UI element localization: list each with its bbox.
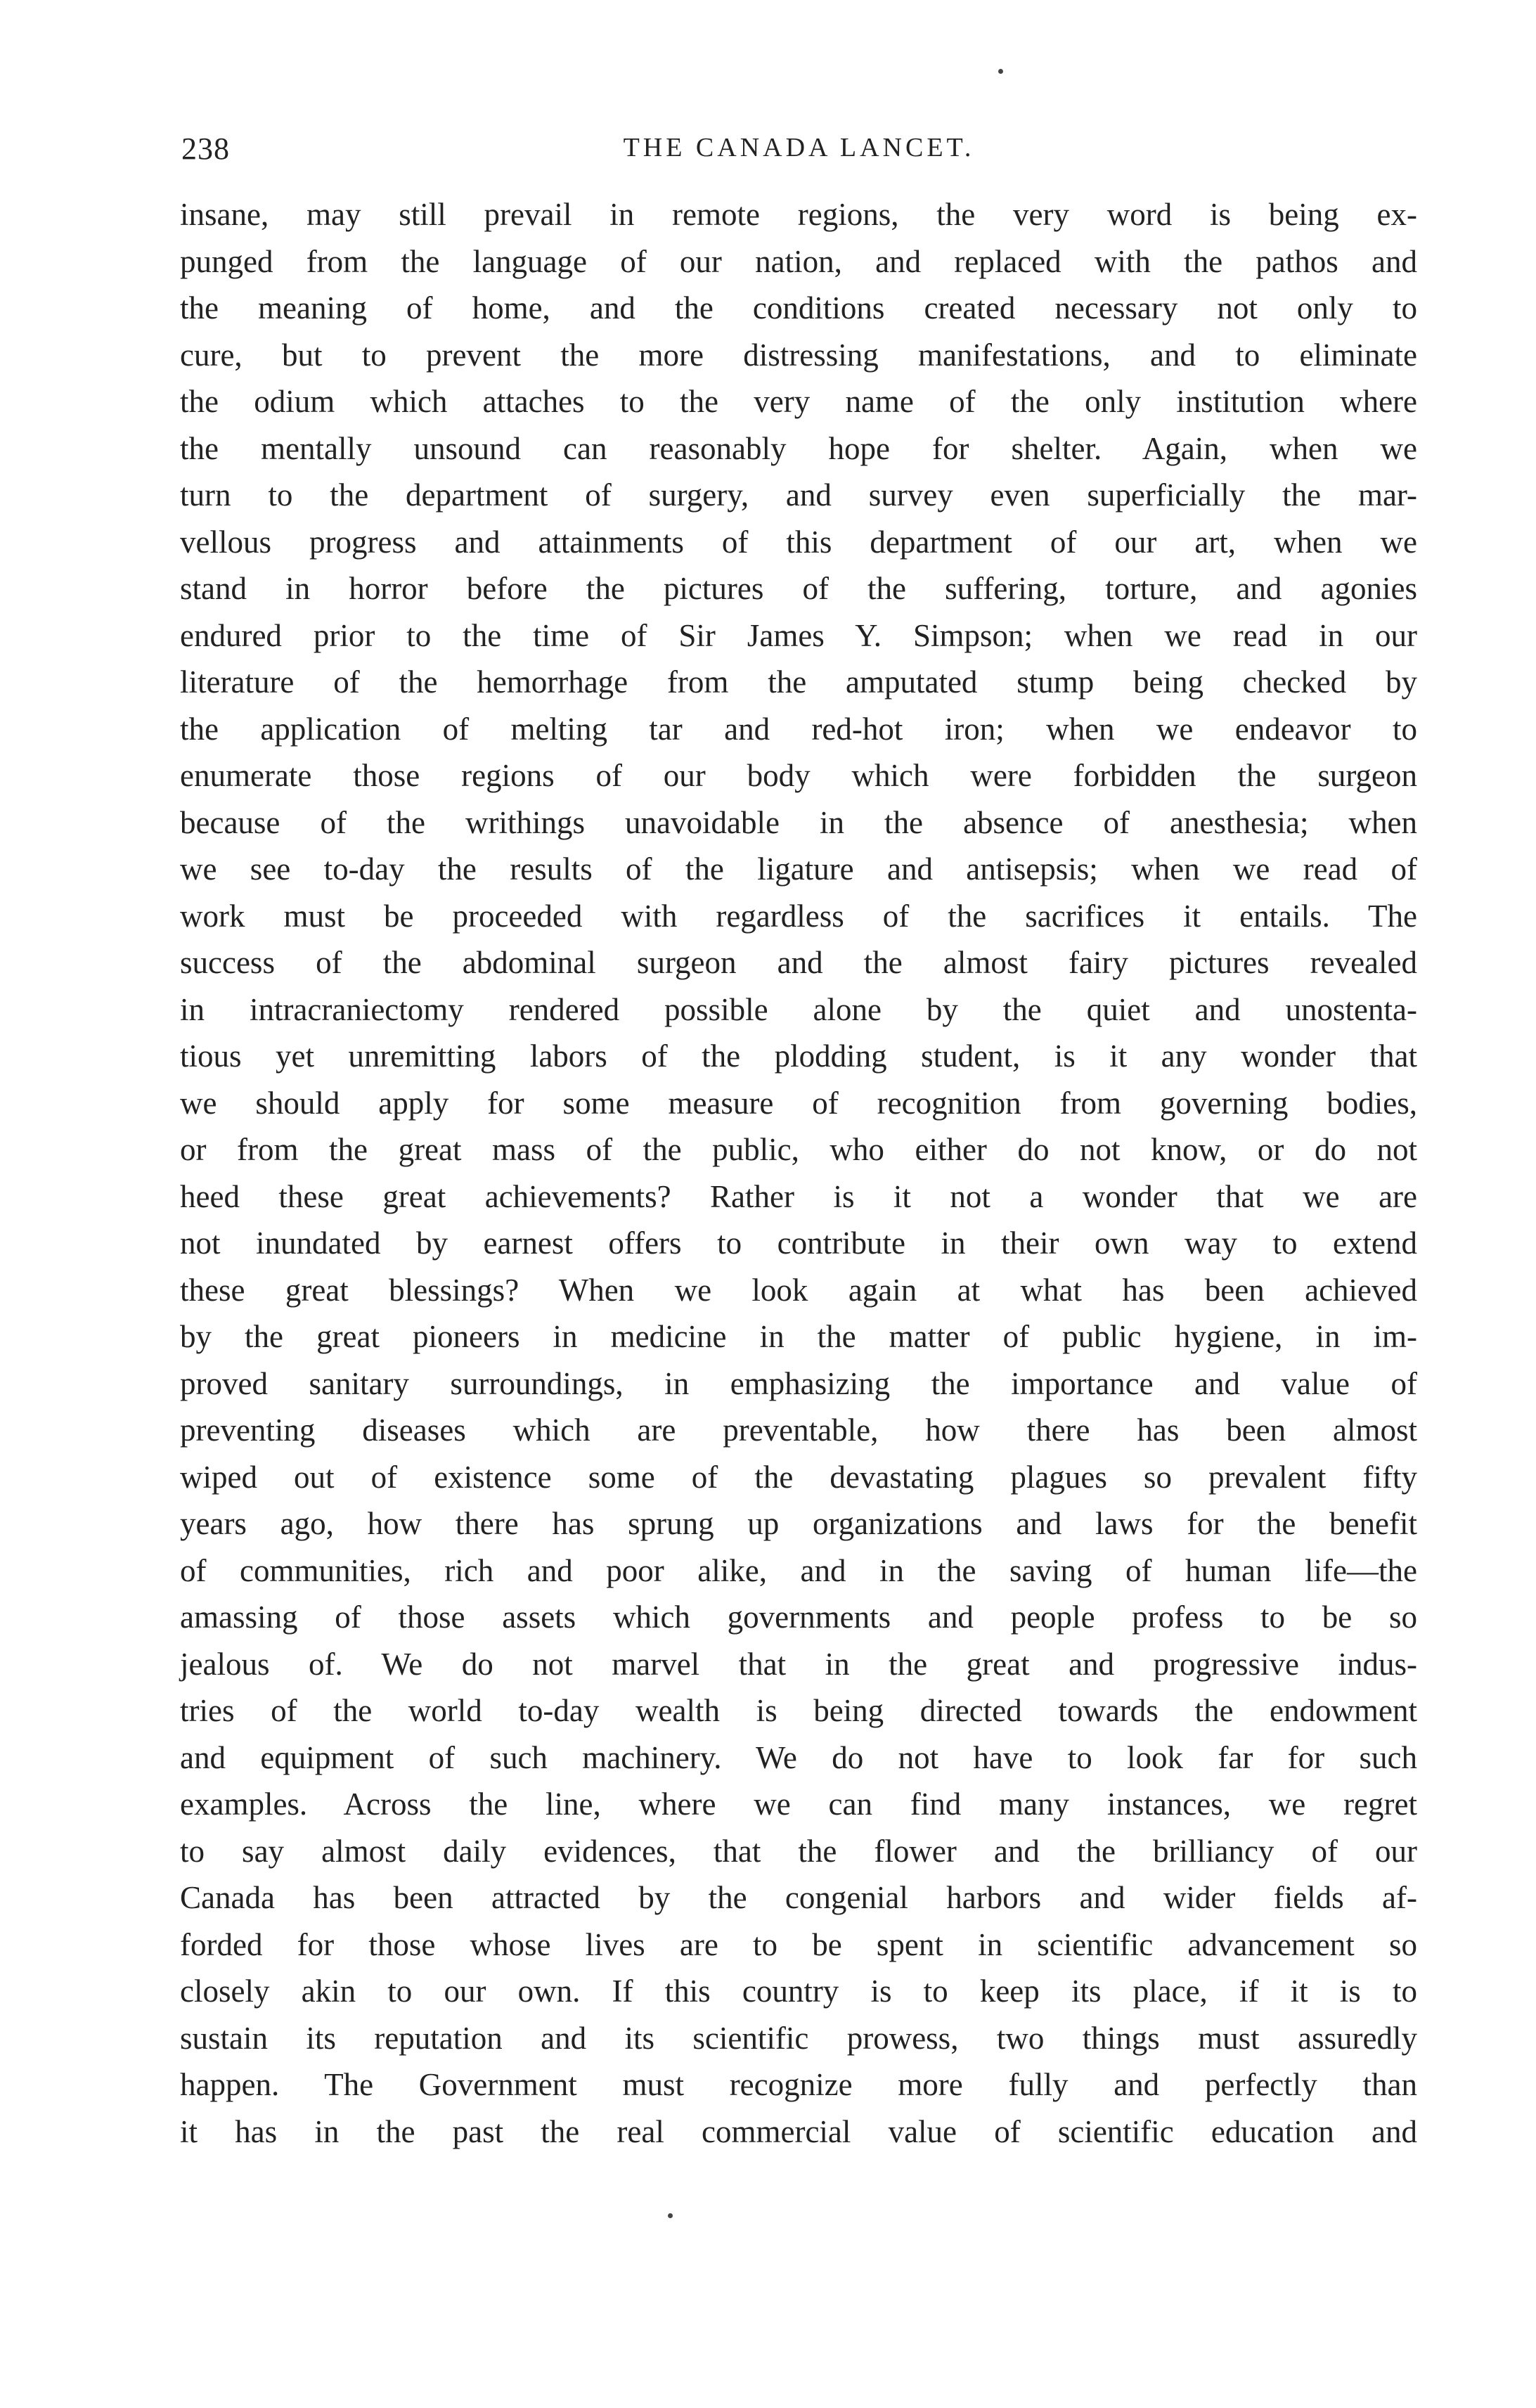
text-line: vellous progress and attainments of this department of our art, when we [180,524,1417,560]
text-line: the odium which attaches to the very name of the only institution where [180,384,1417,419]
text-line: not inundated by earnest offers to contribute in their own way to extend [180,1225,1417,1261]
text-line: tries of the world to-day wealth is being directed towards the endowment [180,1693,1417,1728]
text-line: of communities, rich and poor alike, and in the saving of human life—the [180,1552,1417,1588]
text-line: by the great pioneers in medicine in the matter of public hygiene, in im- [180,1319,1417,1354]
text-line: or from the great mass of the public, who either do not know, or do not [180,1132,1417,1167]
text-line: the application of melting tar and red-hot iron; when we endeavor to [180,711,1417,747]
text-line: endured prior to the time of Sir James Y. Simpson; when we read in our [180,617,1417,653]
text-line: it has in the past the real commercial value of scientific education and [180,2113,1417,2149]
text-line: years ago, how there has sprung up organizations and laws for the benefit [180,1506,1417,1541]
text-line: in intracraniectomy rendered possible alone by the quiet and unostenta- [180,991,1417,1027]
text-line: literature of the hemorrhage from the amputated stump being checked by [180,664,1417,700]
text-line: jealous of. We do not marvel that in the great and progressive indus- [180,1646,1417,1682]
text-line: turn to the department of surgery, and survey even superficially the mar- [180,477,1417,513]
text-line: heed these great achievements? Rather is it not a wonder that we are [180,1178,1417,1214]
text-line: and equipment of such machinery. We do not have to look far for such [180,1739,1417,1775]
text-line: examples. Across the line, where we can find many instances, we regret [180,1786,1417,1822]
text-line: forded for those whose lives are to be spent in scientific advancement so [180,1926,1417,1962]
text-line: preventing diseases which are preventable, how there has been almost [180,1412,1417,1448]
text-line: to say almost daily evidences, that the flower and the brilliancy of our [180,1833,1417,1869]
text-line: punged from the language of our nation, and replaced with the pathos and [180,243,1417,279]
text-line: enumerate those regions of our body which were forbidden the surgeon [180,758,1417,793]
text-line: happen. The Government must recognize more fully and perfectly than [180,2067,1417,2102]
text-line: proved sanitary surroundings, in emphasizing the importance and value of [180,1365,1417,1401]
text-line: wiped out of existence some of the devastating plagues so prevalent fifty [180,1459,1417,1495]
text-line: closely akin to our own. If this country is to keep its place, if it is to [180,1974,1417,2009]
text-line: because of the writhings unavoidable in the absence of anesthesia; when [180,804,1417,840]
text-line: we should apply for some measure of recognition from governing bodies, [180,1085,1417,1121]
text-line: these great blessings? When we look again at what has been achieved [180,1272,1417,1308]
bottom-speck-mark [668,2213,673,2218]
text-line: stand in horror before the pictures of the suffering, torture, and agonies [180,571,1417,606]
text-line: the mentally unsound can reasonably hope for shelter. Again, when we [180,430,1417,466]
running-head [181,131,1416,173]
body-text [180,191,1417,2155]
text-line: work must be proceeded with regardless of the sacrifices it entails. The [180,898,1417,934]
journal-title: THE CANADA LANCET. [623,133,975,162]
text-line: success of the abdominal surgeon and the almost fairy pictures revealed [180,945,1417,980]
text-line: sustain its reputation and its scientific prowess, two things must assuredly [180,2020,1417,2056]
text-line: amassing of those assets which governments and people profess to be so [180,1599,1417,1635]
text-line: we see to-day the results of the ligature and antisepsis; when we read of [180,851,1417,887]
text-line: insane, may still prevail in remote regions, the very word is being ex- [180,197,1417,232]
text-line: the meaning of home, and the conditions created necessary not only to [180,290,1417,326]
text-line: Canada has been attracted by the congenial harbors and wider fields af- [180,1880,1417,1915]
page-number: 238 [181,131,230,166]
top-speck-mark [998,69,1003,74]
text-line: tious yet unremitting labors of the plodding student, is it any wonder that [180,1038,1417,1074]
text-line: cure, but to prevent the more distressing manifestations, and to eliminate [180,337,1417,373]
